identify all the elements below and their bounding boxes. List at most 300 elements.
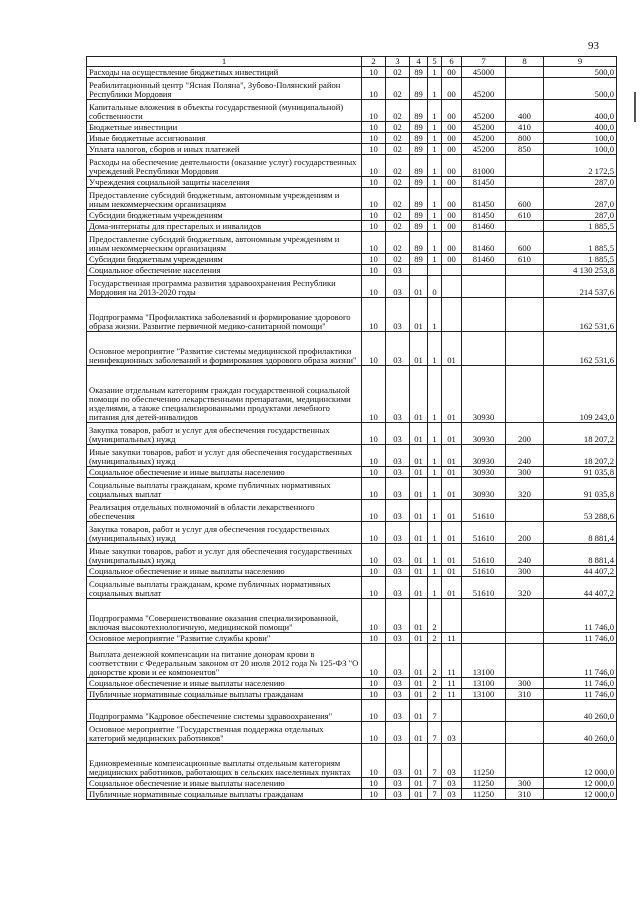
table-row xyxy=(87,722,617,744)
program-code-cell: 01 xyxy=(410,689,428,700)
measure-code-cell: 00 xyxy=(442,221,462,232)
table-row xyxy=(87,700,617,722)
item-name-cell: Социальное обеспечение и иные выплаты населению xyxy=(87,678,362,689)
program-code-cell: 89 xyxy=(410,78,428,100)
section-code-cell: 10 xyxy=(362,122,386,133)
direction-code-cell xyxy=(462,633,506,644)
amount-cell: 18 207,2 xyxy=(544,445,617,467)
direction-code-cell: 51610 xyxy=(462,544,506,566)
expense-type-cell: 320 xyxy=(506,577,544,599)
item-name-cell: Расходы на обеспечение деятельности (оказание услуг) государственных учреждений Республики Мордовия xyxy=(87,155,362,177)
item-name-cell: Субсидии бюджетным учреждениям xyxy=(87,254,362,265)
subsection-code-cell: 03 xyxy=(386,633,410,644)
section-code-cell: 10 xyxy=(362,700,386,722)
direction-code-cell xyxy=(462,700,506,722)
direction-code-cell: 13100 xyxy=(462,644,506,678)
program-code-cell: 89 xyxy=(410,177,428,188)
expense-type-cell: 240 xyxy=(506,445,544,467)
item-name-cell: Социальные выплаты гражданам, кроме публичных нормативных социальных выплат xyxy=(87,478,362,500)
item-name-cell: Оказание отдельным категориям граждан государственной социальной помощи по обеспечению лекарственными препаратами, медицинскими изделиями, а также специализированными продуктами лечебного питания для детей-инвалидов xyxy=(87,366,362,423)
table-row xyxy=(87,298,617,332)
section-code-cell: 10 xyxy=(362,633,386,644)
subsection-code-cell: 03 xyxy=(386,298,410,332)
table-row xyxy=(87,122,617,133)
direction-code-cell: 81460 xyxy=(462,232,506,254)
table-row xyxy=(87,522,617,544)
direction-code-cell: 11250 xyxy=(462,744,506,778)
direction-code-cell: 45200 xyxy=(462,100,506,122)
item-name-cell: Основное мероприятие "Государственная поддержка отдельных категорий медицинских работников" xyxy=(87,722,362,744)
amount-cell: 500,0 xyxy=(544,78,617,100)
amount-cell: 162 531,6 xyxy=(544,332,617,366)
section-code-cell: 10 xyxy=(362,467,386,478)
measure-code-cell: 00 xyxy=(442,78,462,100)
program-code-cell: 01 xyxy=(410,298,428,332)
program-code-cell: 89 xyxy=(410,155,428,177)
expense-type-cell: 600 xyxy=(506,188,544,210)
measure-code-cell: 00 xyxy=(442,188,462,210)
subsection-code-cell: 03 xyxy=(386,522,410,544)
subsection-code-cell: 02 xyxy=(386,254,410,265)
amount-cell: 91 035,8 xyxy=(544,467,617,478)
subprogram-code-cell: 1 xyxy=(428,332,442,366)
subprogram-code-cell: 1 xyxy=(428,577,442,599)
section-code-cell: 10 xyxy=(362,67,386,78)
direction-code-cell: 45200 xyxy=(462,144,506,155)
measure-code-cell: 01 xyxy=(442,500,462,522)
page-number: 93 xyxy=(588,40,599,52)
measure-code-cell xyxy=(442,298,462,332)
measure-code-cell: 11 xyxy=(442,644,462,678)
table-row xyxy=(87,566,617,577)
header-row xyxy=(87,57,617,67)
amount-cell: 12 000,0 xyxy=(544,744,617,778)
subprogram-code-cell: 1 xyxy=(428,210,442,221)
subsection-code-cell: 02 xyxy=(386,177,410,188)
margin-mark xyxy=(634,92,636,122)
program-code-cell: 89 xyxy=(410,67,428,78)
direction-code-cell: 51610 xyxy=(462,522,506,544)
amount-cell: 100,0 xyxy=(544,144,617,155)
measure-code-cell: 01 xyxy=(442,577,462,599)
item-name-cell: Публичные нормативные социальные выплаты гражданам xyxy=(87,689,362,700)
measure-code-cell: 00 xyxy=(442,144,462,155)
amount-cell: 214 537,6 xyxy=(544,276,617,298)
item-name-cell: Публичные нормативные социальные выплаты гражданам xyxy=(87,789,362,800)
subprogram-code-cell: 2 xyxy=(428,678,442,689)
table-row xyxy=(87,133,617,144)
program-code-cell: 01 xyxy=(410,445,428,467)
program-code-cell: 01 xyxy=(410,744,428,778)
subprogram-code-cell: 7 xyxy=(428,700,442,722)
measure-code-cell: 03 xyxy=(442,722,462,744)
expense-type-cell xyxy=(506,221,544,232)
direction-code-cell: 13100 xyxy=(462,678,506,689)
expense-type-cell: 240 xyxy=(506,544,544,566)
item-name-cell: Подпрограмма "Профилактика заболеваний и формирование здорового образа жизни. Развитие первичной медико-санитарной помощи" xyxy=(87,298,362,332)
expense-type-cell: 310 xyxy=(506,789,544,800)
subsection-code-cell: 03 xyxy=(386,544,410,566)
table-row xyxy=(87,599,617,633)
subprogram-code-cell: 1 xyxy=(428,467,442,478)
program-code-cell: 01 xyxy=(410,678,428,689)
amount-cell: 11 746,0 xyxy=(544,599,617,633)
program-code-cell: 01 xyxy=(410,722,428,744)
subsection-code-cell: 02 xyxy=(386,221,410,232)
measure-code-cell xyxy=(442,599,462,633)
amount-cell: 2 172,5 xyxy=(544,155,617,177)
table-row xyxy=(87,67,617,78)
subprogram-code-cell: 7 xyxy=(428,744,442,778)
direction-code-cell: 30930 xyxy=(462,366,506,423)
section-code-cell: 10 xyxy=(362,678,386,689)
measure-code-cell: 01 xyxy=(442,566,462,577)
subsection-code-cell: 02 xyxy=(386,67,410,78)
item-name-cell: Социальное обеспечение и иные выплаты населению xyxy=(87,467,362,478)
amount-cell: 11 746,0 xyxy=(544,633,617,644)
direction-code-cell: 30930 xyxy=(462,478,506,500)
expense-type-cell: 800 xyxy=(506,133,544,144)
amount-cell: 100,0 xyxy=(544,133,617,144)
direction-code-cell xyxy=(462,722,506,744)
subprogram-code-cell: 1 xyxy=(428,478,442,500)
direction-code-cell: 51610 xyxy=(462,500,506,522)
expense-type-cell: 300 xyxy=(506,566,544,577)
subprogram-code-cell: 1 xyxy=(428,445,442,467)
direction-code-cell: 81450 xyxy=(462,188,506,210)
table-row xyxy=(87,633,617,644)
table-row xyxy=(87,332,617,366)
program-code-cell: 01 xyxy=(410,366,428,423)
item-name-cell: Уплата налогов, сборов и иных платежей xyxy=(87,144,362,155)
amount-cell: 500,0 xyxy=(544,67,617,78)
subsection-code-cell: 03 xyxy=(386,689,410,700)
table-row xyxy=(87,155,617,177)
item-name-cell: Капитальные вложения в объекты государственной (муниципальной) собственности xyxy=(87,100,362,122)
direction-code-cell: 13100 xyxy=(462,689,506,700)
table-row xyxy=(87,423,617,445)
expense-type-cell: 300 xyxy=(506,778,544,789)
table-row xyxy=(87,678,617,689)
section-code-cell: 10 xyxy=(362,100,386,122)
subsection-code-cell: 02 xyxy=(386,78,410,100)
subsection-code-cell: 02 xyxy=(386,232,410,254)
program-code-cell: 89 xyxy=(410,221,428,232)
item-name-cell: Расходы на осуществление бюджетных инвестиций xyxy=(87,67,362,78)
item-name-cell: Предоставление субсидий бюджетным, автономным учреждениям и иным некоммерческим организациям xyxy=(87,188,362,210)
table-row xyxy=(87,210,617,221)
table-row xyxy=(87,500,617,522)
table-row xyxy=(87,544,617,566)
direction-code-cell: 51610 xyxy=(462,566,506,577)
subsection-code-cell: 02 xyxy=(386,100,410,122)
table-row xyxy=(87,478,617,500)
amount-cell: 44 407,2 xyxy=(544,577,617,599)
header-cell: 8 xyxy=(506,57,544,67)
subsection-code-cell: 03 xyxy=(386,423,410,445)
section-code-cell: 10 xyxy=(362,144,386,155)
subprogram-code-cell: 1 xyxy=(428,144,442,155)
subprogram-code-cell: 2 xyxy=(428,633,442,644)
measure-code-cell xyxy=(442,276,462,298)
amount-cell: 12 000,0 xyxy=(544,778,617,789)
section-code-cell: 10 xyxy=(362,155,386,177)
table-row xyxy=(87,778,617,789)
program-code-cell: 01 xyxy=(410,423,428,445)
section-code-cell: 10 xyxy=(362,789,386,800)
section-code-cell: 10 xyxy=(362,689,386,700)
table-row xyxy=(87,445,617,467)
header-cell: 2 xyxy=(362,57,386,67)
direction-code-cell: 81450 xyxy=(462,177,506,188)
subprogram-code-cell: 1 xyxy=(428,100,442,122)
direction-code-cell: 11250 xyxy=(462,778,506,789)
amount-cell: 18 207,2 xyxy=(544,423,617,445)
program-code-cell: 89 xyxy=(410,133,428,144)
program-code-cell: 01 xyxy=(410,478,428,500)
program-code-cell: 01 xyxy=(410,633,428,644)
subprogram-code-cell: 1 xyxy=(428,500,442,522)
subprogram-code-cell: 1 xyxy=(428,221,442,232)
subsection-code-cell: 02 xyxy=(386,155,410,177)
subsection-code-cell: 03 xyxy=(386,577,410,599)
direction-code-cell: 81460 xyxy=(462,221,506,232)
measure-code-cell: 01 xyxy=(442,478,462,500)
measure-code-cell: 03 xyxy=(442,789,462,800)
table-row xyxy=(87,644,617,678)
section-code-cell: 10 xyxy=(362,566,386,577)
program-code-cell: 01 xyxy=(410,500,428,522)
amount-cell: 1 885,5 xyxy=(544,221,617,232)
expense-type-cell xyxy=(506,700,544,722)
program-code-cell: 89 xyxy=(410,144,428,155)
program-code-cell: 01 xyxy=(410,544,428,566)
program-code-cell: 89 xyxy=(410,232,428,254)
header-cell: 3 xyxy=(386,57,410,67)
amount-cell: 53 288,6 xyxy=(544,500,617,522)
section-code-cell: 10 xyxy=(362,276,386,298)
item-name-cell: Единовременные компенсационные выплаты отдельным категориям медицинских работников, работающих в сельских населенных пунктах xyxy=(87,744,362,778)
section-code-cell: 10 xyxy=(362,522,386,544)
subprogram-code-cell: 1 xyxy=(428,298,442,332)
direction-code-cell: 11250 xyxy=(462,789,506,800)
subprogram-code-cell: 7 xyxy=(428,778,442,789)
amount-cell: 162 531,6 xyxy=(544,298,617,332)
subsection-code-cell: 03 xyxy=(386,744,410,778)
section-code-cell: 10 xyxy=(362,332,386,366)
measure-code-cell: 01 xyxy=(442,467,462,478)
measure-code-cell: 00 xyxy=(442,155,462,177)
subprogram-code-cell: 1 xyxy=(428,133,442,144)
direction-code-cell: 30930 xyxy=(462,445,506,467)
amount-cell: 400,0 xyxy=(544,100,617,122)
subprogram-code-cell: 1 xyxy=(428,566,442,577)
amount-cell: 11 746,0 xyxy=(544,644,617,678)
direction-code-cell: 81450 xyxy=(462,210,506,221)
expense-type-cell xyxy=(506,78,544,100)
program-code-cell: 01 xyxy=(410,467,428,478)
subprogram-code-cell: 1 xyxy=(428,544,442,566)
direction-code-cell: 81460 xyxy=(462,254,506,265)
expense-type-cell xyxy=(506,722,544,744)
table-row xyxy=(87,177,617,188)
table-row xyxy=(87,744,617,778)
subprogram-code-cell: 2 xyxy=(428,644,442,678)
section-code-cell: 10 xyxy=(362,478,386,500)
header-cell: 5 xyxy=(428,57,442,67)
measure-code-cell: 00 xyxy=(442,232,462,254)
section-code-cell: 10 xyxy=(362,78,386,100)
table-row xyxy=(87,232,617,254)
amount-cell: 8 881,4 xyxy=(544,522,617,544)
table-row xyxy=(87,276,617,298)
expense-type-cell: 300 xyxy=(506,467,544,478)
amount-cell: 11 746,0 xyxy=(544,678,617,689)
subsection-code-cell: 03 xyxy=(386,276,410,298)
measure-code-cell xyxy=(442,265,462,276)
section-code-cell: 10 xyxy=(362,177,386,188)
section-code-cell: 10 xyxy=(362,599,386,633)
expense-type-cell xyxy=(506,366,544,423)
section-code-cell: 10 xyxy=(362,265,386,276)
subprogram-code-cell: 2 xyxy=(428,599,442,633)
section-code-cell: 10 xyxy=(362,221,386,232)
measure-code-cell: 01 xyxy=(442,423,462,445)
subsection-code-cell: 02 xyxy=(386,144,410,155)
amount-cell: 287,0 xyxy=(544,188,617,210)
subsection-code-cell: 03 xyxy=(386,700,410,722)
table-row xyxy=(87,467,617,478)
section-code-cell: 10 xyxy=(362,423,386,445)
item-name-cell: Иные закупки товаров, работ и услуг для обеспечения государственных (муниципальных) нужд xyxy=(87,445,362,467)
program-code-cell xyxy=(410,265,428,276)
item-name-cell: Государственная программа развития здравоохранения Республики Мордовия на 2013-2020 годы xyxy=(87,276,362,298)
amount-cell: 44 407,2 xyxy=(544,566,617,577)
program-code-cell: 01 xyxy=(410,778,428,789)
table-row xyxy=(87,689,617,700)
subprogram-code-cell: 0 xyxy=(428,276,442,298)
table-row xyxy=(87,221,617,232)
table-row xyxy=(87,789,617,800)
measure-code-cell: 01 xyxy=(442,332,462,366)
section-code-cell: 10 xyxy=(362,210,386,221)
header-cell: 4 xyxy=(410,57,428,67)
expense-type-cell xyxy=(506,67,544,78)
expense-type-cell: 200 xyxy=(506,522,544,544)
table-row xyxy=(87,254,617,265)
measure-code-cell: 01 xyxy=(442,522,462,544)
item-name-cell: Иные закупки товаров, работ и услуг для обеспечения государственных (муниципальных) нужд xyxy=(87,544,362,566)
subprogram-code-cell: 2 xyxy=(428,689,442,700)
expense-type-cell xyxy=(506,633,544,644)
program-code-cell: 01 xyxy=(410,276,428,298)
direction-code-cell xyxy=(462,298,506,332)
amount-cell: 91 035,8 xyxy=(544,478,617,500)
table-row xyxy=(87,100,617,122)
table-row xyxy=(87,144,617,155)
amount-cell: 12 000,0 xyxy=(544,789,617,800)
budget-table xyxy=(86,56,617,800)
measure-code-cell: 01 xyxy=(442,366,462,423)
section-code-cell: 10 xyxy=(362,188,386,210)
direction-code-cell xyxy=(462,265,506,276)
item-name-cell: Основное мероприятие "Развитие системы медицинской профилактики неинфекционных заболеваний и формирования здорового образа жизни" xyxy=(87,332,362,366)
section-code-cell: 10 xyxy=(362,366,386,423)
measure-code-cell: 03 xyxy=(442,744,462,778)
subprogram-code-cell: 1 xyxy=(428,423,442,445)
amount-cell: 287,0 xyxy=(544,210,617,221)
subsection-code-cell: 03 xyxy=(386,789,410,800)
expense-type-cell xyxy=(506,265,544,276)
amount-cell: 287,0 xyxy=(544,177,617,188)
item-name-cell: Закупка товаров, работ и услуг для обеспечения государственных (муниципальных) нужд xyxy=(87,522,362,544)
measure-code-cell xyxy=(442,700,462,722)
item-name-cell: Выплата денежной компенсации на питание донорам крови в соответствии с Федеральным законом от 20 июля 2012 года № 125-ФЗ "О донорстве крови и ее компонентов" xyxy=(87,644,362,678)
subsection-code-cell: 02 xyxy=(386,210,410,221)
expense-type-cell xyxy=(506,332,544,366)
section-code-cell: 10 xyxy=(362,722,386,744)
subprogram-code-cell: 1 xyxy=(428,188,442,210)
subsection-code-cell: 02 xyxy=(386,122,410,133)
expense-type-cell xyxy=(506,177,544,188)
subsection-code-cell: 03 xyxy=(386,478,410,500)
expense-type-cell: 320 xyxy=(506,478,544,500)
program-code-cell: 01 xyxy=(410,599,428,633)
section-code-cell: 10 xyxy=(362,254,386,265)
subprogram-code-cell: 7 xyxy=(428,722,442,744)
program-code-cell: 01 xyxy=(410,566,428,577)
subsection-code-cell: 02 xyxy=(386,133,410,144)
program-code-cell: 01 xyxy=(410,789,428,800)
measure-code-cell: 01 xyxy=(442,445,462,467)
direction-code-cell: 45000 xyxy=(462,67,506,78)
item-name-cell: Бюджетные инвестиции xyxy=(87,122,362,133)
direction-code-cell: 45200 xyxy=(462,133,506,144)
measure-code-cell: 00 xyxy=(442,67,462,78)
measure-code-cell: 00 xyxy=(442,210,462,221)
item-name-cell: Социальное обеспечение населения xyxy=(87,265,362,276)
expense-type-cell xyxy=(506,500,544,522)
measure-code-cell: 00 xyxy=(442,177,462,188)
expense-type-cell xyxy=(506,276,544,298)
amount-cell: 4 130 253,8 xyxy=(544,265,617,276)
program-code-cell: 01 xyxy=(410,522,428,544)
subprogram-code-cell: 7 xyxy=(428,789,442,800)
item-name-cell: Предоставление субсидий бюджетным, автономным учреждениям и иным некоммерческим организациям xyxy=(87,232,362,254)
direction-code-cell xyxy=(462,599,506,633)
expense-type-cell: 610 xyxy=(506,254,544,265)
expense-type-cell: 850 xyxy=(506,144,544,155)
measure-code-cell: 00 xyxy=(442,100,462,122)
measure-code-cell: 11 xyxy=(442,633,462,644)
table-row xyxy=(87,265,617,276)
direction-code-cell: 30930 xyxy=(462,423,506,445)
measure-code-cell: 00 xyxy=(442,122,462,133)
header-cell: 1 xyxy=(87,57,362,67)
table-row xyxy=(87,78,617,100)
section-code-cell: 10 xyxy=(362,577,386,599)
section-code-cell: 10 xyxy=(362,298,386,332)
amount-cell: 11 746,0 xyxy=(544,689,617,700)
program-code-cell: 01 xyxy=(410,577,428,599)
measure-code-cell: 03 xyxy=(442,778,462,789)
measure-code-cell: 01 xyxy=(442,544,462,566)
item-name-cell: Социальные выплаты гражданам, кроме публичных нормативных социальных выплат xyxy=(87,577,362,599)
subprogram-code-cell: 1 xyxy=(428,177,442,188)
amount-cell: 1 885,5 xyxy=(544,254,617,265)
measure-code-cell: 00 xyxy=(442,254,462,265)
section-code-cell: 10 xyxy=(362,232,386,254)
